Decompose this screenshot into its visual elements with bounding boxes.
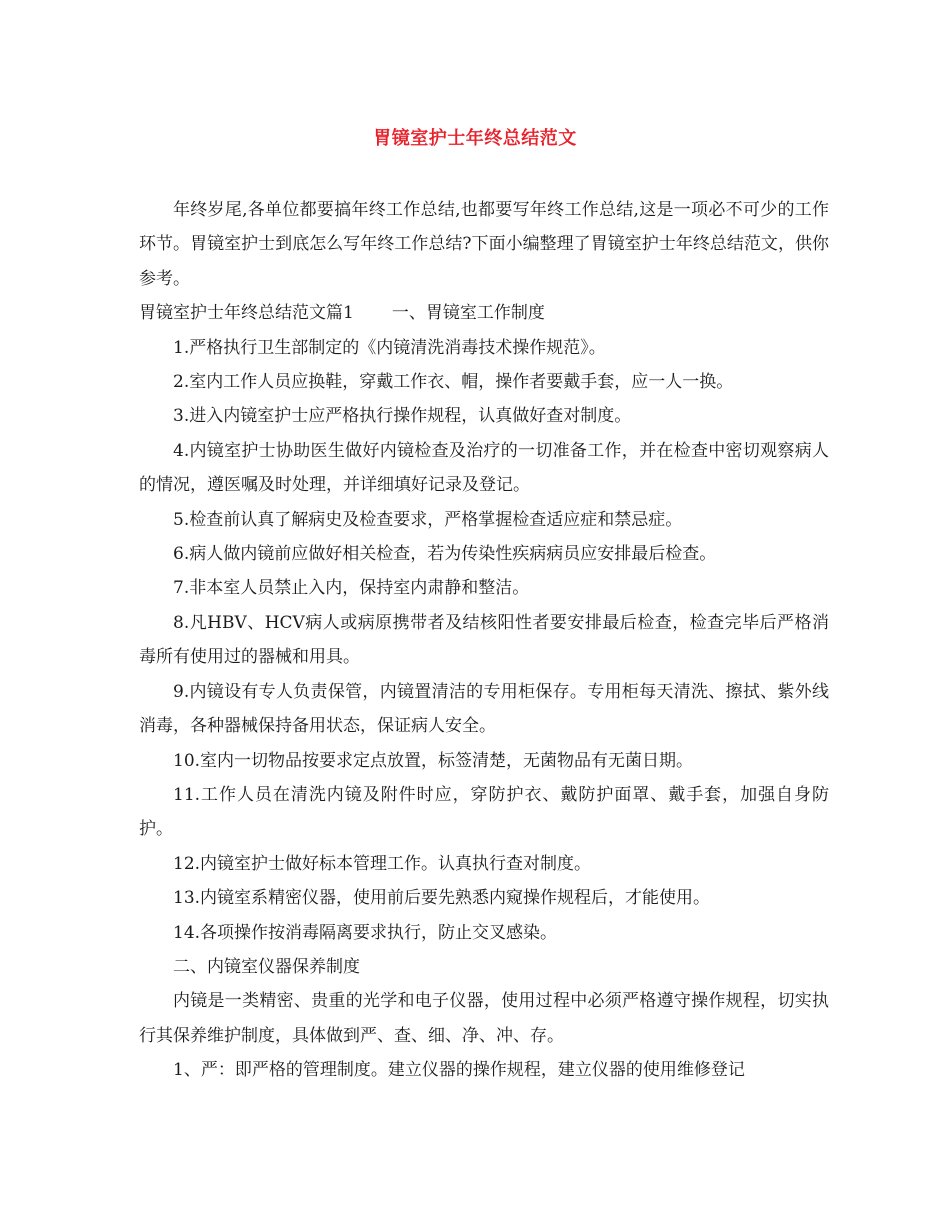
rule-item: 2.室内工作人员应换鞋，穿戴工作衣、帽，操作者要戴手套，应一人一换。 <box>173 372 734 393</box>
rule-item: 9.内镜设有专人负责保管，内镜置清洁的专用柜保存。专用柜每天清洗、擦拭、紫外线消毒，各种器械保持备用状态，保证病人安全。 <box>139 681 829 737</box>
rule-item: 13.内镜室系精密仪器，使用前后要先熟悉内窥操作规程后，才能使用。 <box>173 888 711 909</box>
document-body <box>139 193 829 1088</box>
rule-item: 8.凡HBV、HCV病人或病原携带者及结核阳性者要安排最后检查，检查完毕后严格消毒所有使用过的器械和用具。 <box>139 612 829 668</box>
rule-item: 4.内镜室护士协助医生做好内镜检查及治疗的一切准备工作，并在检查中密切观察病人的情况，遵医嘱及时处理，并详细填好记录及登记。 <box>139 440 829 496</box>
section2-item: 1、严：即严格的管理制度。建立仪器的操作规程，建立仪器的使用维修登记 <box>173 1060 745 1081</box>
rule-item: 12.内镜室护士做好标本管理工作。认真执行查对制度。 <box>173 853 592 874</box>
rule-item: 10.室内一切物品按要求定点放置，标签清楚，无菌物品有无菌日期。 <box>173 750 694 771</box>
document-title: 胃镜室护士年终总结范文 <box>373 128 577 149</box>
rule-item: 5.检查前认真了解病史及检查要求，严格掌握检查适应症和禁忌症。 <box>173 509 683 530</box>
rule-item: 6.病人做内镜前应做好相关检查，若为传染性疾病病员应安排最后检查。 <box>173 544 717 565</box>
intro-paragraph: 年终岁尾,各单位都要搞年终工作总结,也都要写年终工作总结,这是一项必不可少的工作环节。胃镜室护士到底怎么写年终工作总结?下面小编整理了胃镜室护士年终总结范文，供你参考。 <box>139 200 829 289</box>
section2-intro: 内镜是一类精密、贵重的光学和电子仪器，使用过程中必须严格遵守操作规程，切实执行其保养维护制度，具体做到严、查、细、净、冲、存。 <box>139 991 829 1046</box>
rule-item: 3.进入内镜室护士应严格执行操作规程，认真做好查对制度。 <box>173 406 632 427</box>
section1-prefix: 胃镜室护士年终总结范文篇1 <box>139 303 354 324</box>
section1-heading: 一、胃镜室工作制度 <box>391 303 545 324</box>
rule-item: 7.非本室人员禁止入内，保持室内肃静和整洁。 <box>173 578 530 599</box>
rule-item: 1.严格执行卫生部制定的《内镜清洗消毒技术操作规范》。 <box>173 337 606 358</box>
section1-line <box>139 296 829 330</box>
section2-heading: 二、内镜室仪器保养制度 <box>173 956 360 977</box>
rule-item: 11.工作人员在清洗内镜及附件时应，穿防护衣、戴防护面罩、戴手套，加强自身防护。 <box>139 784 829 840</box>
rule-item: 14.各项操作按消毒隔离要求执行，防止交叉感染。 <box>173 922 558 943</box>
